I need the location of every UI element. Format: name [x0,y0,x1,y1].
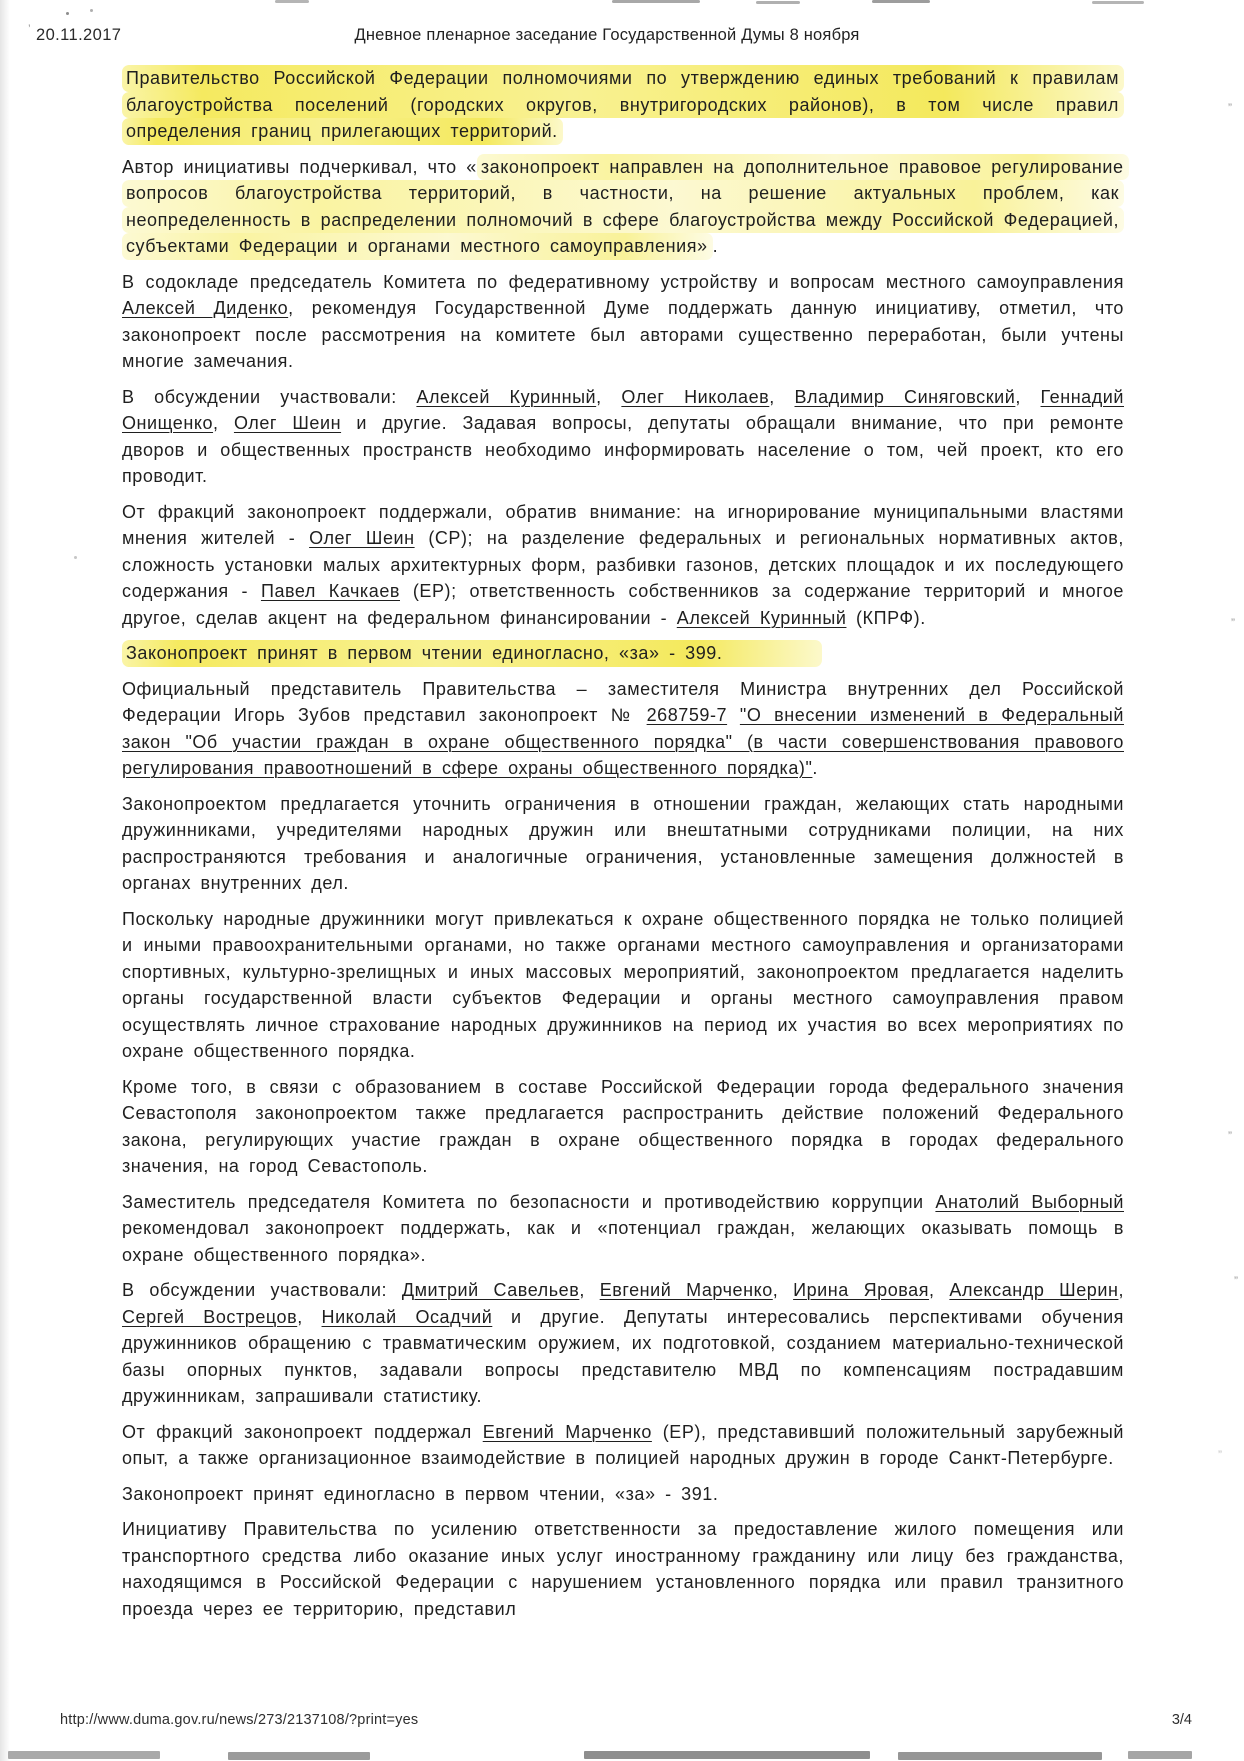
paragraph [122,1419,1124,1472]
text-segment: Заместитель председателя Комитета по безопасности и противодействию коррупции [122,1191,936,1212]
link-text[interactable]: Анатолий Выборный [935,1191,1124,1212]
link-text[interactable]: Сергей Вострецов [122,1306,298,1327]
link-text[interactable]: Олег Шеин [233,413,342,433]
text-segment: , [769,386,795,407]
link-text[interactable]: Евгений Марченко [599,1280,773,1300]
text-segment: , рекомендуя Государственной Думе поддержать данную инициативу, отметил, что законопроект после рассмотрения на комитете был авторами существенно переработан, были учтены многие замечания. [122,298,1124,371]
text-segment: От фракций законопроект поддержал [122,1421,483,1442]
paragraph [122,1516,1124,1622]
link-text[interactable]: Олег Николаев [621,386,770,407]
text-segment: , [579,1280,600,1300]
text-segment: (КПРФ). [846,607,926,628]
document-page: 20.11.2017 Дневное пленарное заседание Государственной Думы 8 ноября Правительство Российской Федерации полномочиями по утверждению единых требований к правилам благоустройства поселений (городских округов, внутригородских районов), в том числе правил определения границ прилегающих территорий. Автор инициативы подчеркивал, что « законопроект направлен на дополнительное правовое регулирование вопросов благоустройства территорий, в частности, на решение актуальных проблем, как неопределенность в распределении полномочий в сфере благоустройства между Российской Федерацией, субъектами Федерации и органами местного самоуправления» . В содокладе председатель Комитета по федеративному устройству и вопросам местного самоуправления Алексей Диденко, рекомендуя Государственной Думе поддержать данную инициативу, отметил, что законопроект после рассмотрения на комитете был авторами существенно переработан, были учтены многие замечания. В обсуждении участвовали: Алексей Куринный, Олег Николаев, Владимир Синяговский, Геннадий Онищенко, Олег Шеин и другие. Задавая вопросы, депутаты обращали внимание, что при ремонте дворов и общественных пространств необходимо информировать население о том, чей проект, кто его проводит. От фракций законопроект поддержали, обратив внимание: на игнорирование муниципальными властями мнения жителей - Олег Шеин (СР); на разделение федеральных и региональных нормативных актов, сложность установки малых архитектурных форм, разбивки газонов, детских площадок и их последующего содержания - Павел Качкаев (ЕР); ответственность собственников за содержание территорий и многое другое, сделав акцент на федеральном финансировании - Алексей Куринный (КПРФ). Законопроект принят в первом чтении единогласно, «за» - 399. Официальный представитель Правительства – заместителя Министра внутренних дел Российской Федерации Игорь Зубов представил законопроект № 268759-7 "О внесении изменений в Федеральный закон "Об участии граждан в охране общественного порядка" (в части совершенствования правового регулирования правоотношений в сфере охраны общественного порядка)". Законопроектом предлагается уточнить ограничения в отношении граждан, желающих стать народными дружинниками, учредителями народных дружин или внештатными сотрудниками полиции, на них распространяются требования и аналогичные ограничения, установленные замещения должностей в органах внутренних дел. Поскольку народные дружинники могут привлекаться к охране общественного порядка не только полицией и иными правоохранительными органами, но также органами местного самоуправления и организаторами спортивных, культурно-зрелищных и иных массовых мероприятий, законопроектом предлагается наделить органы государственной власти субъектов Федерации и органы местного самоуправления правом осуществлять личное страхование народных дружинников на период их участия во всех мероприятиях по охране общественного порядка. Кроме того, в связи с образованием в составе Российской Федерации города федерального значения Севастополя законопроектом также предлагается распространить действие положений Федерального закона, регулирующих участие граждан в охране общественного порядка в городах федерального значения, на город Севастополь. Заместитель председателя Комитета по безопасности и противодействию коррупции Анатолий Выборный рекомендовал законопроект поддержать, как и «потенциал граждан, желающих оказывать помощь в охране общественного порядка». В обсуждении участвовали: Дмитрий Савельев, Евгений Марченко, Ирина Яровая, Александр Шерин, Сергей Вострецов, Николай Осадчий и другие. Депутаты интересовались перспективами обучения дружинников обращению с травматическим оружием, их подготовкой, созданием материально-технической базы опорных пунктов, задавали вопросы представителю МВД по компенсациям пострадавшим дружинникам, запрашивали статистику. От фракций законопроект поддержал Евгений Марченко (ЕР), представивший положительный зарубежный опыт, а также организационное взаимодействие в полицией народных дружин в городе Санкт-Петербурге. Законопроект принят единогласно в первом чтении, «за» - 391. Инициативу Правительства по усилению ответственности за предоставление жилого помещения или транспортного средства либо оказание иных услуг иностранному гражданину или лицу без гражданства, находящимся в Российской Федерации с нарушением установленного порядка или правил транзитного проезда через ее территорию, представил http://www.duma.gov.ru/news/273/2137108/?print=yes 3/4 ’ ” ” ” ” ” [0,0,1244,1761]
page-number: 3/4 [1171,1712,1192,1728]
text-segment: Автор инициативы подчеркивал, что « [122,156,477,177]
text-segment: , [297,1306,322,1327]
text-segment: , [596,386,622,407]
paragraph [122,1074,1124,1180]
paragraph [122,1481,1124,1508]
text-segment: В содокладе председатель Комитета по федеративному устройству и вопросам местного самоуправления [122,271,1124,292]
paragraph [122,791,1124,897]
text-segment: рекомендовал законопроект поддержать, как и «потенциал граждан, желающих оказывать помощь в охране общественного порядка». [122,1218,1124,1265]
paragraph [122,906,1124,1065]
link-text[interactable]: Владимир Синяговский [794,386,1016,407]
text-segment: . [712,236,719,256]
print-date: 20.11.2017 [36,26,122,44]
page-header [0,26,1244,48]
text-segment: (СР); на разделение федеральных и региональных нормативных актов, сложность установки малых архитектурных форм, разбивки газонов, детских площадок и их последующего содержания - [122,528,1124,601]
text-segment: и другие. Задавая вопросы, депутаты обращали внимание, что при ремонте дворов и общественных пространств необходимо информировать население о том, чей проект, кто его проводит. [122,413,1124,486]
link-text[interactable]: "О внесении изменений в Федеральный закон "Об участии граждан в охране общественного порядка" (в части совершенствования правового регулирования правоотношений в сфере охраны общественного порядка)" [122,705,1124,778]
link-text[interactable]: Алексей Куринный [676,607,847,628]
text-segment: и другие. Депутаты интересовались перспективами обучения дружинников обращению с травматическим оружием, их подготовкой, созданием материально-технической базы опорных пунктов, задавали вопросы представителю МВД по компенсациям пострадавшим дружинникам, запрашивали статистику. [122,1306,1124,1406]
text-segment: , [213,413,234,433]
link-text[interactable]: Алексей Куринный [416,386,597,407]
link-text[interactable]: Евгений Марченко [482,1421,652,1442]
source-url: http://www.duma.gov.ru/news/273/2137108/?print=yes [60,1712,419,1728]
paragraph [122,1189,1124,1269]
paragraph [122,1277,1124,1410]
link-text[interactable]: 268759-7 [646,705,728,725]
link-text[interactable]: Дмитрий Савельев [401,1280,580,1300]
link-text[interactable]: Александр Шерин [949,1280,1119,1300]
paragraph [122,269,1124,375]
link-text[interactable]: Николай Осадчий [321,1306,493,1327]
paragraph [122,384,1124,490]
text-segment: , [772,1280,794,1300]
highlighted-text: Законопроект принят в первом чтении единогласно, «за» - 399. [122,640,822,667]
text-segment: , [929,1280,950,1300]
paragraph [122,676,1124,782]
text-segment: В обсуждении участвовали: [122,1280,402,1300]
paragraph [122,154,1124,260]
highlighted-text: Правительство Российской Федерации полномочиями по утверждению единых требований к правилам благоустройства поселений (городских округов, внутригородских районов), в том числе правил определения границ прилегающих территорий. [122,65,1124,145]
text-segment: Инициативу Правительства по усилению ответственности за предоставление жилого помещения или транспортного средства либо оказание иных услуг иностранному гражданину или лицу без гражданства, находящимся в Российской Федерации с нарушением установленного порядка или правил транзитного проезда через ее территорию, представил [122,1519,1124,1619]
link-text[interactable]: Олег Шеин [309,528,415,548]
document-title: Дневное пленарное заседание Государственной Думы 8 ноября [354,26,860,44]
text-segment: От фракций законопроект поддержали, обратив внимание: на игнорирование муниципальными властями мнения жителей - [122,501,1124,548]
text-segment: Официальный представитель Правительства – заместителя Министра внутренних дел Российской Федерации Игорь Зубов представил законопроект № [122,678,1124,725]
scan-edge-shadow [0,0,10,1761]
text-segment: (ЕР); ответственность собственников за содержание территорий и многое другое, сделав акцент на федеральном финансировании - [122,581,1124,628]
highlighted-text: законопроект направлен на дополнительное правовое регулирование вопросов благоустройства территорий, в частности, на решение актуальных проблем, как неопределенность в распределении полномочий в сфере благоустройства между Российской Федерацией, субъектами Федерации и органами местного самоуправления» [122,154,1129,260]
text-segment: , [1118,1280,1125,1300]
link-text[interactable]: Павел Качкаев [260,581,400,601]
link-text[interactable]: Ирина Яровая [793,1280,930,1300]
text-segment: В обсуждении участвовали: [122,386,417,407]
text-segment: Законопроектом предлагается уточнить ограничения в отношении граждан, желающих стать народными дружинниками, учредителями народных дружин или внештатными сотрудниками полиции, на них распространяются требования и аналогичные ограничения, установленные замещения должностей в органах внутренних дел. [122,793,1124,893]
text-segment: Кроме того, в связи с образованием в составе Российской Федерации города федерального значения Севастополя законопроектом также предлагается распространить действие положений Федерального закона, регулирующих участие граждан в охране общественного порядка в городах федерального значения, на город Севастополь. [122,1076,1124,1176]
text-segment [727,705,740,725]
text-segment: (ЕР), представивший положительный зарубежный опыт, а также организационное взаимодействие в полицией народных дружин в городе Санкт-Петербурге. [122,1421,1124,1468]
document-body [122,56,1124,1622]
paragraph [122,640,1124,667]
paragraph [122,499,1124,632]
paragraph [122,65,1124,145]
text-segment: Поскольку народные дружинники могут привлекаться к охране общественного порядка не только полицией и иными правоохранительными органами, но также органами местного самоуправления и организаторами спортивных, культурно-зрелищных и иных массовых мероприятий, законопроектом предлагается наделить органы государственной власти субъектов Федерации и органы местного самоуправления правом осуществлять личное страхование народных дружинников на период их участия во всех мероприятиях по охране общественного порядка. [122,908,1124,1061]
link-text[interactable]: Геннадий Онищенко [122,386,1125,433]
text-segment: Законопроект принят единогласно в первом чтении, «за» - 391. [122,1483,719,1504]
text-segment: . [812,758,818,778]
link-text[interactable]: Алексей Диденко [122,298,289,318]
text-segment: , [1015,386,1041,407]
